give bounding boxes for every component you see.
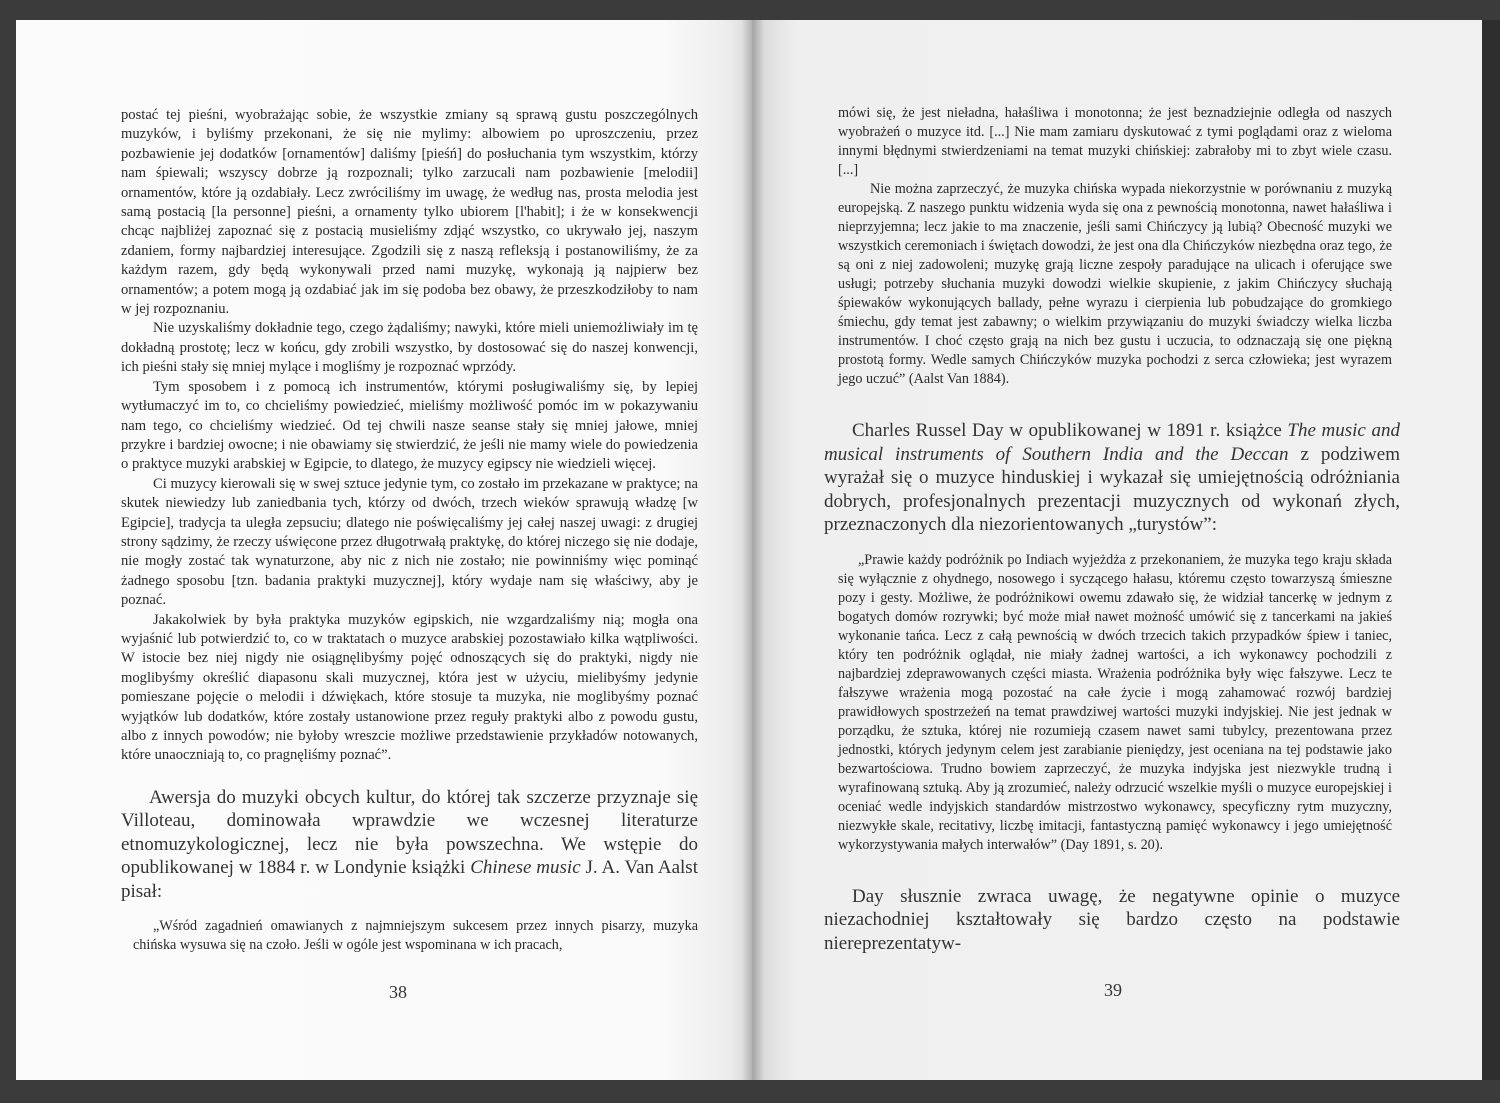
quote-paragraph: Nie można zaprzeczyć, że muzyka chińska wypada niekorzystnie w porównaniu z muzyką europejską. Z naszego punktu widzenia wyda się ona z pewnością monotonna, nawet hałaśliwa i nieprzyjemna; lecz jakie to ma znaczenie, jeśli sami Chińczycy ją lubią? Obecność muzyki we wszystkich ceremoniach i świętach dowodzi, że jest ona dla Chińczyków niezbędna oraz tego, że są oni z niej zadowoleni; muzykę grają liczne zespoły paradujące na ulicach i oferujące swe usługi; potrzeby słuchania muzyki dowodzi wielkie skupienie, z jakim Chińczycy słuchają śpiewaków wykonujących ballady, pełne wyrazu i cierpienia lub pobudzające do gromkiego śmiechu, gdy temat jest zabawny; o wielkim przywiązaniu do muzyki świadczy wielka liczba instrumentów. I choć często grają na nich bez gustu i uczucia, to odznaczają się one piękną prostotą formy. Wedle samych Chińczyków muzyka pochodzi z serca człowieka; jest wyrazem jego uczuć” (Aalst Van 1884). — [838, 181, 1392, 387]
book-gutter — [742, 20, 764, 1080]
paragraph: Ci muzycy kierowali się w swej sztuce jedynie tym, co zostało im przekazane w praktyce; na skutek niewiedzy lub zaniedbania tych, którzy od dwóch, trzech wieków sprawują władzę [w Egipcie], tradycja ta uległa zepsuciu; dlatego nie poświęcaliśmy jej całej naszej uwagi: z drugiej strony sądzimy, że rzeczy uświęcone przez długotrwałą praktykę, do której niczego się nie dodaje, nie mogły zostać tak wynaturzone, aby nic z nich nie zostało; nie powinniśmy więc pominąć żadnego sposobu [tzn. badania praktyki muzycznej], który wydaje nam się właściwy, aby je poznać. — [121, 475, 698, 609]
lead-paragraph: Charles Russel Day w opublikowanej w 1891 r. książce The music and musical instruments of Southern India and the Deccan z podziwem wyrażał się o muzyce hinduskiej i wykazał się umiejętnością odróżniania dobrych, profesjonalnych prezentacji muzycznych od wykonań złych, przeznaczonych dla niezorientowanych „turystów”: — [824, 420, 1401, 535]
book-title: Chinese music — [470, 857, 581, 879]
page-number: 38 — [389, 982, 407, 1002]
scan-edge — [1482, 20, 1500, 1080]
block-quote: „Prawie każdy podróżnik po Indiach wyjeżdża z przekonaniem, że muzyka tego kraju składa się wyłącznie z ohydnego, nosowego i syczącego hałasu, któremu często towarzyszą śmieszne pozy i gesty. Możliwe, że podróżnikowi owemu zdawało się, że widział tancerkę w jednym z bogatych domów rozrywki; być może miał nawet możność umówić się z tancerkami na jakieś wykonanie tańca. Lecz z całą pewnością w dwóch trzecich takich przypadków śpiew i taniec, który ten podróżnik oglądał, nie miały żadnej wartości, a ich wykonawcy pochodzili z najbardziej zdeprawowanych części miasta. Wrażenia podróżnika były więc fałszywe. Lecz te fałszywe wrażenia mogą pozostać na całe życie i mogą zahamować rozwój bardziej prawidłowych spostrzeżeń na temat prawdziwej wartości muzyki indyjskiej. Nie jest jednak w porządku, że sztuka, której nie rozumieją czasem nawet sami tubylcy, prezentowana przez jednostki, których jedynym celem jest zarabianie pieniędzy, jest oceniana na tej podstawie jako bezwartościowa. Trudno bowiem zaprzeczyć, że muzyka indyjska jest niezwykle trudną i wyrafinowaną sztuką. Aby ją zrozumieć, należy odrzucić wszelkie myśli o muzyce europejskiej i oceniać wedle indyjskich standardów mistrzostwo wykonawcy, specyficzny rytm muzyczny, niezwykłe skale, recitativy, liczbę imitacji, fantastyczną pamięć wykonawcy i jego umiejętność wykorzystywania małych interwałów” (Day 1891, s. 20). — [838, 551, 1392, 853]
book-spread — [16, 20, 1482, 1080]
paragraph: Nie uzyskaliśmy dokładnie tego, czego żądaliśmy; nawyki, które mieli uniemożliwiały im tę dokładną prostotę; lecz w końcu, gdy zrobili wszystko, by dostosować się do naszej konwencji, ich pieśni stały się mniej mylące i mogliśmy je rozpoznać wprzódy. — [121, 320, 698, 376]
left-body-text — [121, 106, 698, 766]
lead-paragraph: Awersja do muzyki obcych kultur, do której tak szczerze przyznaje się Villoteau, dominowała wprawdzie we wczesnej literaturze etnomuzykologicznej, lecz nie była powszechna. We wstępie do opublikowanej w 1884 r. w Londynie książki Chinese music J. A. Van Aalst pisał: — [121, 786, 698, 902]
left-page — [16, 20, 752, 1080]
paragraph: Jakakolwiek by była praktyka muzyków egipskich, nie wzgardzaliśmy nią; mogła ona wyjaśnić lub potwierdzić to, co w traktatach o muzyce arabskiej pozostawiało kilka wątpliwości. W istocie bez niej nigdy nie osiągnęlibyśmy pojęć odnoszących się do praktyki, nigdy nie moglibyśmy określić diapasonu skali muzycznej, która jest w użyciu, mielibyśmy jedynie pomieszane pojęcie o melodii i dźwiękach, które stosuje ta muzyka, nie moglibyśmy poznać wyjątków lub dodatków, które zostały ustanowione przez reguły praktyki albo z powodu gustu, albo z innych powodów; nie byłoby wreszcie możliwe przedstawienie przykładów notowanych, które unaoczniają to, co pragnęliśmy poznać”. — [121, 611, 698, 764]
right-page — [752, 20, 1482, 1080]
book-title: The music and musical instruments of Southern India and the Deccan — [824, 420, 1401, 465]
paragraph: postać tej pieśni, wyobrażając sobie, że wszystkie zmiany są sprawą gustu poszczególnych muzyków, i byliśmy przekonani, że się nie mylimy: albowiem po uproszczeniu, przez pozbawienie jej dodatków [ornamentów] daliśmy [pieśń] do posłuchania tym wszystkim, którzy nam śpiewali; wszyscy dobrze ją rozpoznali; tylko zarzucali nam pozbawienie [melodii] ornamentów, które ją ozdabiały. Lecz zwróciliśmy im uwagę, że według nas, prosta melodia jest samą postacią [la personne] pieśni, a ornamenty tylko ubiorem [l'habit]; i że w konsekwencji chcąc najbliżej zapoznać się z postacią musieliśmy zdjąć wszystko, co ukrywało jej, naszym zdaniem, formy najbardziej interesujące. Zgodzili się z naszą refleksją i postanowiliśmy, że za każdym razem, gdy będą wykonywali przed nami muzykę, wykonają ją najpierw bez ornamentów; a potem mogą ją ozdabiać jak im się podoba bez obawy, że przeszkodziłoby to nam w jej rozpoznaniu. — [121, 107, 698, 318]
right-quote-text — [824, 104, 1400, 389]
quote-paragraph: mówi się, że jest nieładna, hałaśliwa i monotonna; że jest beznadziejnie odległa od naszych wyobrażeń o muzyce itd. [...] Nie mam zamiaru dyskutować z tymi poglądami oraz z wieloma innymi błędnymi stwierdzeniami na temat muzyki chińskiej: zabrałoby mi to zbyt wiele czasu. [...] — [838, 105, 1392, 178]
lead-paragraph: Day słusznie zwraca uwagę, że negatywne opinie o muzyce niezachodniej kształtowały się bardzo często na podstawie niereprezentatyw- — [824, 885, 1400, 954]
paragraph: Tym sposobem i z pomocą ich instrumentów, którymi posługiwaliśmy się, by lepiej wytłumaczyć im to, co chcieliśmy powiedzieć, mieliśmy możliwość pomóc im w pokazywaniu nam tego, co chcieliśmy wiedzieć. Od tej chwili nasze seanse stały się mniej jałowe, mniej przykre i bardziej owocne; i nie obawiamy się stwierdzić, że jeśli nie mamy wiele do powiedzenia o praktyce muzyki arabskiej w Egipcie, to dlatego, że muzycy egipscy nie wiedzieli więcej. — [121, 378, 698, 473]
block-quote: „Wśród zagadnień omawianych z najmniejszym sukcesem przez innych pisarzy, muzyka chińska wysuwa się na czoło. Jeśli w ogóle jest wspominana w ich pracach, — [133, 918, 698, 954]
page-number: 39 — [1104, 980, 1122, 1000]
